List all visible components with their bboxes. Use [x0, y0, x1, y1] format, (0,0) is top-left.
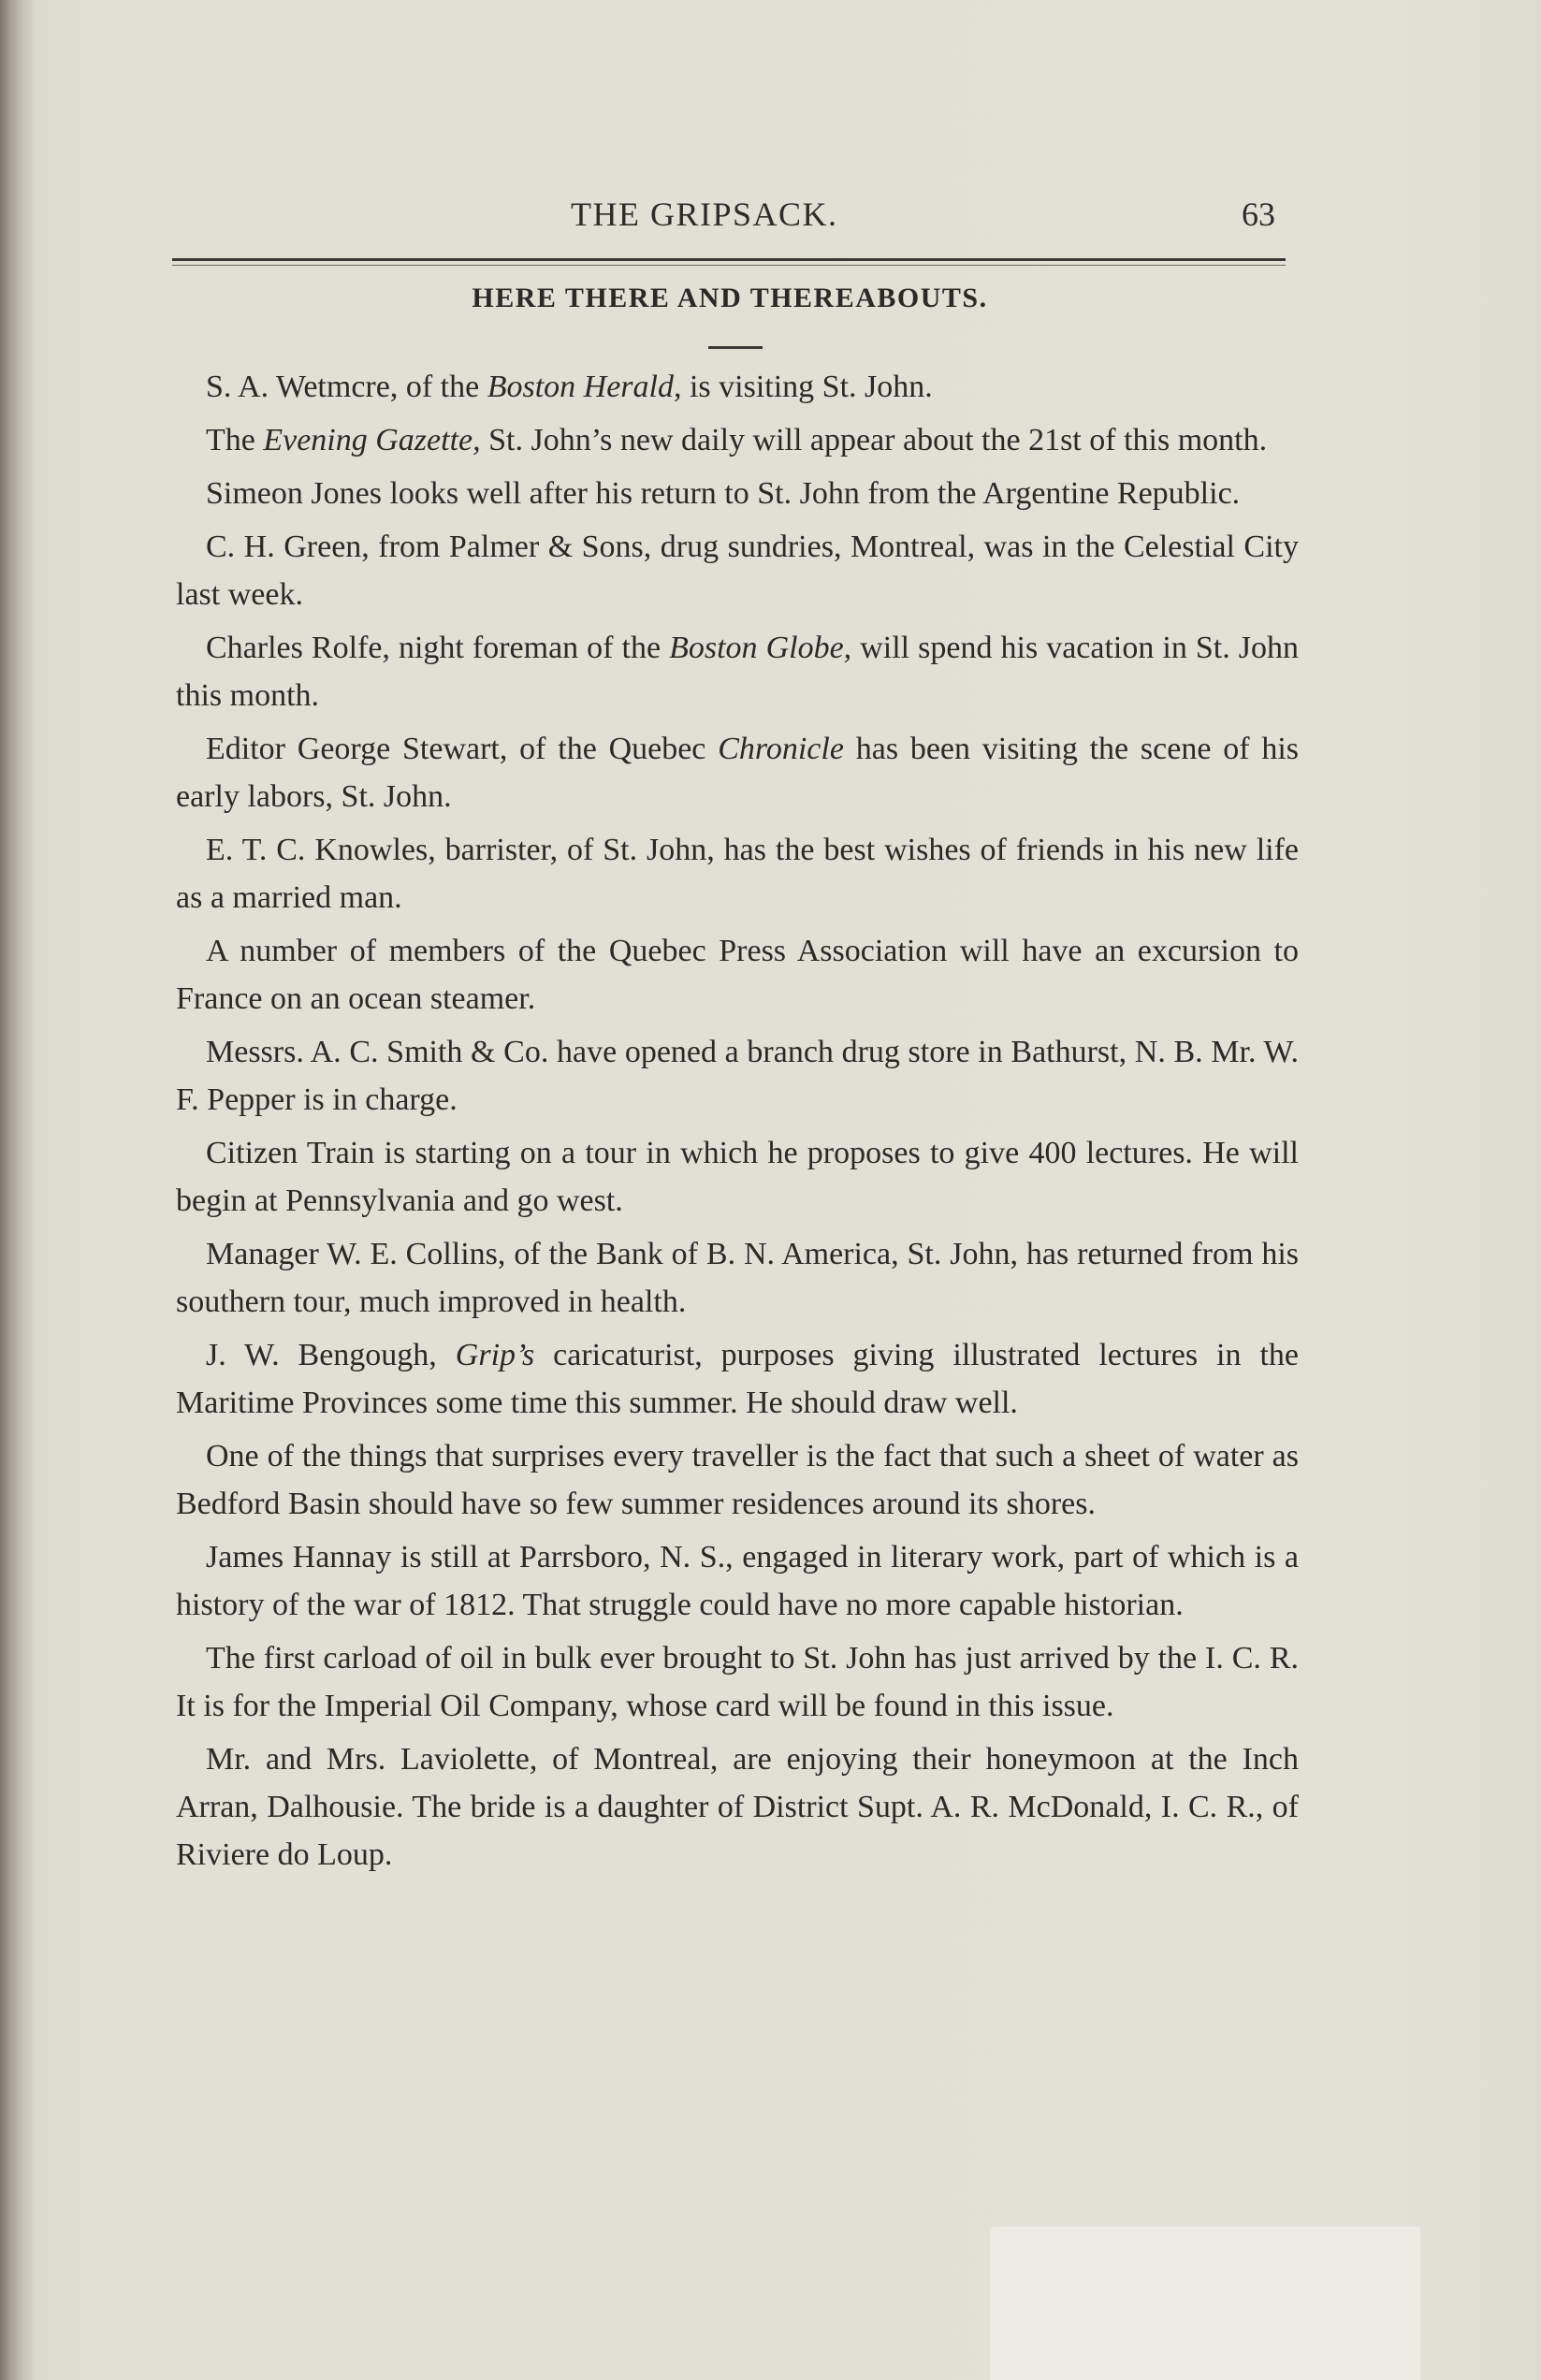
- news-item: James Hannay is still at Parrsboro, N. S., engaged in literary work, part of which is a history of the war of 1812. That struggle could have no more capable historian.: [176, 1540, 1299, 1622]
- news-item: The first carload of oil in bulk ever brought to St. John has just arrived by the I. C. R. It is for the Imperial Oil Company, whose card will be found in this issue.: [176, 1641, 1299, 1723]
- news-item: Editor George Stewart, of the Quebec Chronicle has been visiting the scene of his early labors, St. John.: [176, 732, 1300, 814]
- news-item: Manager W. E. Collins, of the Bank of B. N. America, St. John, has returned from his southern tour, much improved in health.: [176, 1237, 1299, 1319]
- title-rule: [708, 346, 763, 349]
- news-item: Simeon Jones looks well after his return to St. John from the Argentine Republic.: [206, 476, 1241, 511]
- news-item: Messrs. A. C. Smith & Co. have opened a branch drug store in Bathurst, N. B. Mr. W. F. Pepper is in charge.: [176, 1035, 1299, 1117]
- section-title: HERE THERE AND THEREABOUTS.: [472, 283, 988, 313]
- news-item: Charles Rolfe, night foreman of the Boston Globe, will spend his vacation in St. John this month.: [176, 631, 1299, 713]
- news-item: One of the things that surprises every traveller is the fact that such a sheet of water as Bedford Basin should have so few summer residences around its shores.: [176, 1439, 1299, 1521]
- news-item: Citizen Train is starting on a tour in which he proposes to give 400 lectures. He will begin at Pennsylvania and go west.: [176, 1136, 1299, 1218]
- news-items: [176, 363, 1299, 1884]
- news-item: S. A. Wetmcre, of the Boston Herald, is visiting St. John.: [206, 370, 933, 404]
- running-head: [0, 195, 1541, 241]
- page-gutter: [0, 0, 34, 2380]
- news-item: A number of members of the Quebec Press Association will have an excursion to France on an ocean steamer.: [176, 934, 1299, 1016]
- news-item: E. T. C. Knowles, barrister, of St. John, has the best wishes of friends in his new life as a married man.: [176, 833, 1299, 915]
- header-rule: [172, 258, 1286, 261]
- news-item: J. W. Bengough, Grip’s caricaturist, purposes giving illustrated lectures in the Maritime Provinces some time this summer. He should draw well.: [176, 1338, 1300, 1420]
- news-item: The Evening Gazette, St. John’s new daily will appear about the 21st of this month.: [206, 423, 1268, 457]
- news-item: Mr. and Mrs. Laviolette, of Montreal, are enjoying their honeymoon at the Inch Arran, Dalhousie. The bride is a daughter of District Supt. A. R. McDonald, I. C. R., of Riviere do Loup.: [176, 1742, 1299, 1872]
- news-item: C. H. Green, from Palmer & Sons, drug sundries, Montreal, was in the Celestial City last week.: [176, 530, 1299, 612]
- running-title: THE GRIPSACK.: [571, 196, 838, 233]
- paper-stain: [990, 2227, 1420, 2380]
- header-rule-thin: [172, 265, 1286, 266]
- page-number: 63: [1242, 196, 1275, 233]
